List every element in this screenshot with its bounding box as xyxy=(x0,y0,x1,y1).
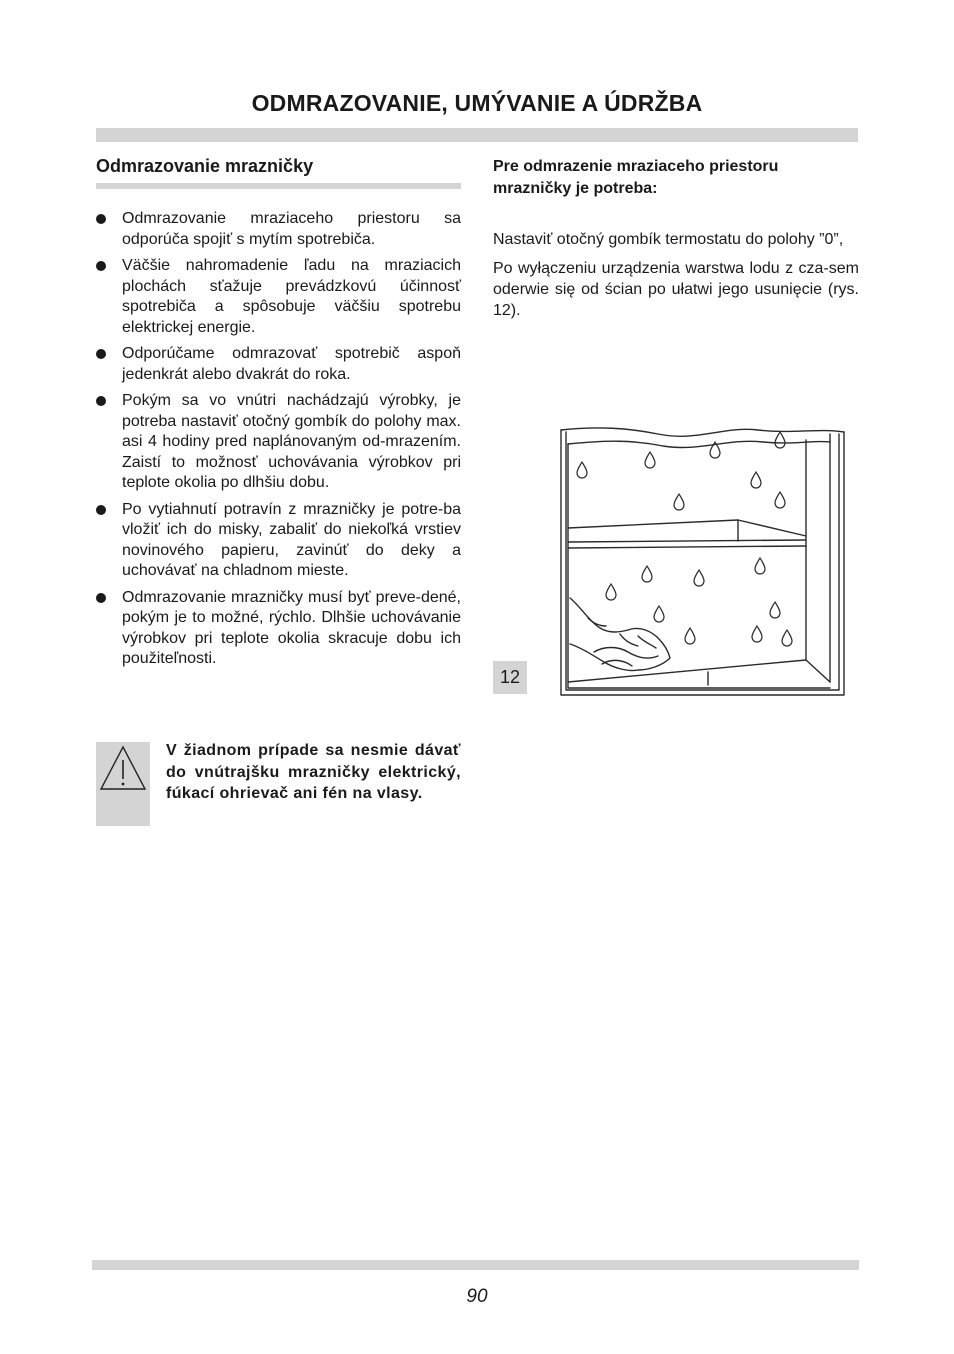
warning-box xyxy=(96,742,150,826)
instruction-step-1: Nastaviť otočný gombík termostatu do polohy ”0”, xyxy=(493,231,844,248)
bullet-icon xyxy=(96,349,106,359)
title-divider xyxy=(96,128,858,142)
figure-label: 12 xyxy=(493,661,527,694)
bullet-list xyxy=(96,209,461,670)
list-item xyxy=(96,209,461,250)
list-item xyxy=(96,500,461,582)
list-item-text: Väčšie nahromadenie ľadu na mraziacich plochách sťažuje prevádzkovú účinnosť spotrebiča a spôsobuje väčšiu spotrebu elektrickej energie. xyxy=(122,257,461,336)
warning-triangle-icon xyxy=(99,744,147,792)
left-column xyxy=(96,156,461,676)
bullet-icon xyxy=(96,214,106,224)
list-item xyxy=(96,391,461,494)
bullet-icon xyxy=(96,593,106,603)
list-item-text: Po vytiahnutí potravín z mrazničky je potre-ba vložiť ich do misky, zabaliť do niekoľká vrstiev novinového papieru, zavinúť do deky a uchovávať na chladnom mieste. xyxy=(122,500,461,579)
list-item xyxy=(96,588,461,670)
list-item-text: Odmrazovanie mrazničky musí byť preve-dené, pokým je to možné, rýchlo. Dlhšie uchovávanie výrobkov pri teplote okolia skracuje dobu ich použiteľnosti. xyxy=(122,588,461,667)
page-title: ODMRAZOVANIE, UMÝVANIE A ÚDRŽBA xyxy=(251,90,703,116)
page-number: 90 xyxy=(466,1286,488,1307)
warning-text: V žiadnom prípade sa nesmie dávať do vnútrajšku mrazničky elektrický, fúkací ohrievač ani fén na vlasy. xyxy=(166,742,461,802)
section-heading: Odmrazovanie mrazničky xyxy=(96,156,314,176)
bullet-icon xyxy=(96,396,106,406)
bullet-icon xyxy=(96,261,106,271)
freezer-defrost-illustration xyxy=(558,420,848,700)
list-item xyxy=(96,344,461,385)
list-item-text: Odporúčame odmrazovať spotrebič aspoň jedenkrát alebo dvakrát do roka. xyxy=(122,345,461,383)
right-column xyxy=(493,156,859,329)
footer-divider xyxy=(92,1260,859,1270)
bullet-icon xyxy=(96,505,106,515)
list-item-text: Odmrazovanie mraziaceho priestoru sa odporúča spojiť s mytím spotrebiča. xyxy=(122,210,461,248)
section-divider xyxy=(96,183,461,189)
warning-notice xyxy=(96,740,461,826)
instruction-heading: Pre odmrazenie mraziaceho priestoru mrazničky je potreba: xyxy=(493,158,779,197)
list-item-text: Pokým sa vo vnútri nachádzajú výrobky, je potreba nastaviť otočný gombík do polohy max. asi 4 hodiny pred naplánovaným od-mrazením. Zaistí to možnosť uchovávania výrobkov pri teplote okolia po dlhšiu dobu. xyxy=(122,392,461,491)
instruction-step-2: Po wyłączeniu urządzenia warstwa lodu z cza-sem oderwie się od ścian po ułatwi jego usunięcie (rys. 12). xyxy=(493,260,859,319)
list-item xyxy=(96,256,461,338)
